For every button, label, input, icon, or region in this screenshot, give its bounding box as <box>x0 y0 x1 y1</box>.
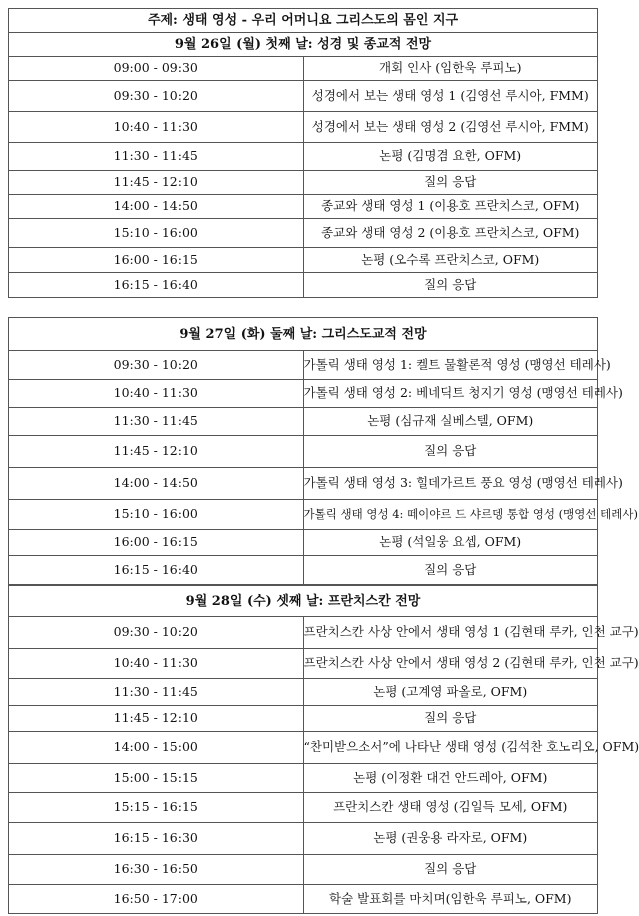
day1-schedule-table <box>8 8 598 298</box>
time-cell: 14:00 - 14:50 <box>9 468 304 500</box>
event-cell: “찬미받으소서”에 나타난 생태 영성 (김석찬 호노리오, OFM) <box>303 732 598 764</box>
event-cell: 논평 (고계영 파올로, OFM) <box>303 679 598 706</box>
event-cell: 질의 응답 <box>303 706 598 732</box>
time-cell: 14:00 - 15:00 <box>9 732 304 764</box>
schedule-row <box>9 436 598 468</box>
schedule-row <box>9 855 598 885</box>
time-cell: 10:40 - 11:30 <box>9 112 304 143</box>
time-cell: 11:30 - 11:45 <box>9 143 304 171</box>
time-cell: 15:15 - 16:15 <box>9 793 304 823</box>
schedule-row <box>9 732 598 764</box>
event-cell: 질의 응답 <box>303 556 598 585</box>
schedule-row <box>9 143 598 171</box>
event-cell: 성경에서 보는 생태 영성 2 (김영선 루시아, FMM) <box>303 112 598 143</box>
schedule-row <box>9 219 598 248</box>
event-cell: 논평 (오수록 프란치스코, OFM) <box>303 248 598 273</box>
event-cell: 질의 응답 <box>303 855 598 885</box>
schedule-row <box>9 823 598 855</box>
event-cell: 질의 응답 <box>303 171 598 195</box>
time-cell: 15:00 - 15:15 <box>9 764 304 793</box>
schedule-row <box>9 248 598 273</box>
day-heading: 9월 28일 (수) 셋째 날: 프란치스칸 전망 <box>9 586 598 617</box>
schedule-row <box>9 195 598 219</box>
schedule-row <box>9 500 598 530</box>
event-cell: 가톨릭 생태 영성 4: 떼이야르 드 샤르뎅 통합 영성 (맹영선 테레사) <box>303 500 598 530</box>
schedule-row <box>9 649 598 679</box>
day3-schedule-table <box>8 585 639 914</box>
schedule-row <box>9 764 598 793</box>
time-cell: 09:30 - 10:20 <box>9 617 304 649</box>
schedule-row <box>9 351 598 380</box>
event-cell: 가톨릭 생태 영성 2: 베네딕트 청지기 영성 (맹영선 테레사) <box>303 380 598 408</box>
schedule-row <box>9 679 598 706</box>
schedule-row <box>9 273 598 298</box>
time-cell: 16:00 - 16:15 <box>9 248 304 273</box>
time-cell: 16:30 - 16:50 <box>9 855 304 885</box>
schedule-row <box>9 556 598 585</box>
schedule-row <box>9 885 598 914</box>
schedule-row <box>9 57 598 81</box>
schedule-row <box>9 408 598 436</box>
event-cell: 질의 응답 <box>303 436 598 468</box>
event-cell: 성경에서 보는 생태 영성 1 (김영선 루시아, FMM) <box>303 81 598 112</box>
time-cell: 09:30 - 10:20 <box>9 81 304 112</box>
schedule-row <box>9 468 598 500</box>
schedule-row <box>9 617 598 649</box>
schedule-row <box>9 793 598 823</box>
schedule-row <box>9 530 598 556</box>
time-cell: 16:15 - 16:40 <box>9 273 304 298</box>
event-cell: 종교와 생태 영성 2 (이용호 프란치스코, OFM) <box>303 219 598 248</box>
schedule-row <box>9 171 598 195</box>
time-cell: 09:00 - 09:30 <box>9 57 304 81</box>
event-cell: 프란치스칸 사상 안에서 생태 영성 2 (김현태 루카, 인천 교구) <box>303 649 598 679</box>
time-cell: 11:45 - 12:10 <box>9 436 304 468</box>
event-cell: 논평 (석일웅 요셉, OFM) <box>303 530 598 556</box>
day2-schedule-table <box>8 317 638 585</box>
time-cell: 11:30 - 11:45 <box>9 408 304 436</box>
schedule-row <box>9 706 598 732</box>
time-cell: 15:10 - 16:00 <box>9 219 304 248</box>
time-cell: 11:30 - 11:45 <box>9 679 304 706</box>
event-cell: 학술 발표회를 마치며(임한욱 루피노, OFM) <box>303 885 598 914</box>
event-cell: 논평 (권웅용 라자로, OFM) <box>303 823 598 855</box>
time-cell: 10:40 - 11:30 <box>9 649 304 679</box>
time-cell: 11:45 - 12:10 <box>9 171 304 195</box>
event-cell: 프란치스칸 사상 안에서 생태 영성 1 (김현태 루카, 인천 교구) <box>303 617 598 649</box>
symposium-title: 주제: 생태 영성 - 우리 어머니요 그리스도의 몸인 지구 <box>9 9 598 33</box>
event-cell: 논평 (김명겸 요한, OFM) <box>303 143 598 171</box>
time-cell: 16:15 - 16:30 <box>9 823 304 855</box>
event-cell: 가톨릭 생태 영성 3: 힐데가르트 풍요 영성 (맹영선 테레사) <box>303 468 598 500</box>
schedule-row <box>9 380 598 408</box>
time-cell: 14:00 - 14:50 <box>9 195 304 219</box>
event-cell: 종교와 생태 영성 1 (이용호 프란치스코, OFM) <box>303 195 598 219</box>
time-cell: 15:10 - 16:00 <box>9 500 304 530</box>
event-cell: 논평 (심규재 실베스텔, OFM) <box>303 408 598 436</box>
time-cell: 10:40 - 11:30 <box>9 380 304 408</box>
event-cell: 개회 인사 (임한욱 루피노) <box>303 57 598 81</box>
schedule-row <box>9 81 598 112</box>
event-cell: 질의 응답 <box>303 273 598 298</box>
day-heading: 9월 27일 (화) 둘째 날: 그리스도교적 전망 <box>9 318 598 351</box>
time-cell: 09:30 - 10:20 <box>9 351 304 380</box>
event-cell: 논평 (이정환 대건 안드레아, OFM) <box>303 764 598 793</box>
time-cell: 16:15 - 16:40 <box>9 556 304 585</box>
event-cell: 가톨릭 생태 영성 1: 켈트 물활론적 영성 (맹영선 테레사) <box>303 351 598 380</box>
event-cell: 프란치스칸 생태 영성 (김일득 모세, OFM) <box>303 793 598 823</box>
day-heading: 9월 26일 (월) 첫째 날: 성경 및 종교적 전망 <box>9 33 598 57</box>
time-cell: 11:45 - 12:10 <box>9 706 304 732</box>
time-cell: 16:00 - 16:15 <box>9 530 304 556</box>
time-cell: 16:50 - 17:00 <box>9 885 304 914</box>
schedule-row <box>9 112 598 143</box>
